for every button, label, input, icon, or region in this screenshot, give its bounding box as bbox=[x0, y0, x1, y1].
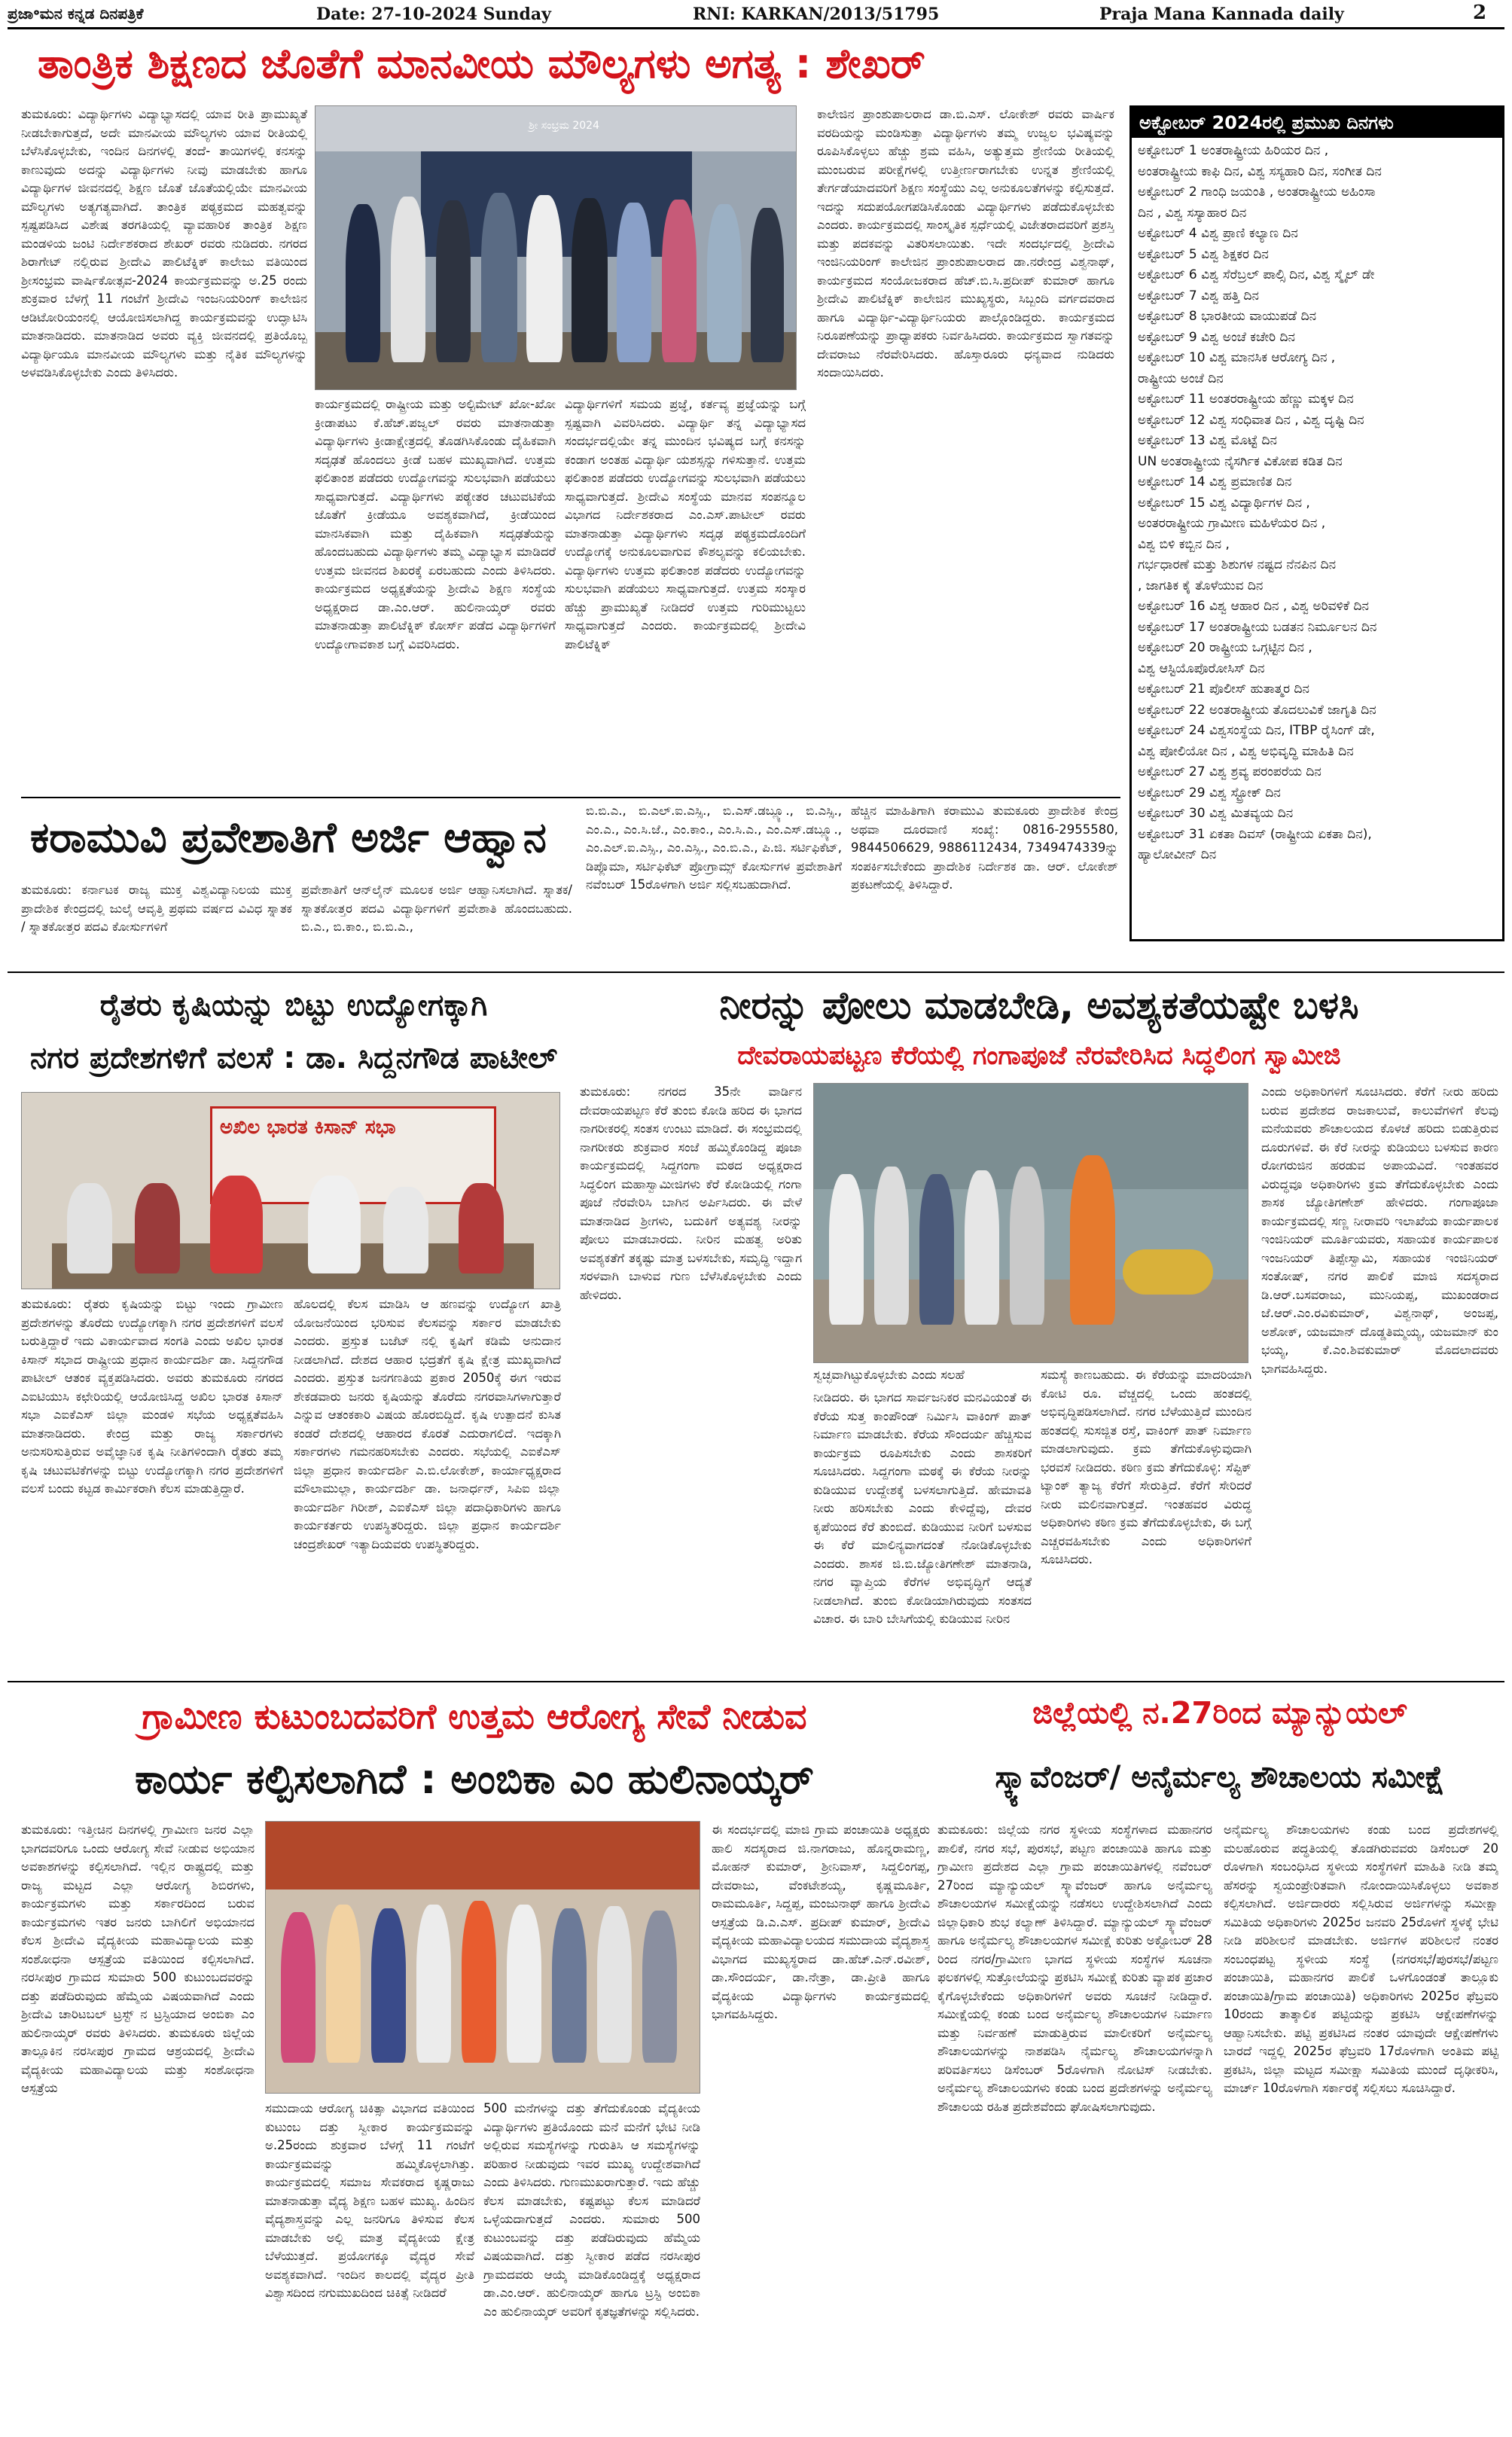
important-day-item: ಅಕ್ಟೋಬರ್ 24 ವಿಶ್ವಸಂಸ್ಥೆಯ ದಿನ, ITBP ರೈಸಿಂಗ್ ಡೇ, bbox=[1138, 723, 1375, 738]
person-figure bbox=[135, 1183, 180, 1273]
header-rule bbox=[8, 27, 1504, 29]
person-figure bbox=[642, 1911, 677, 2063]
important-day-item: ಅಕ್ಟೋಬರ್ 15 ವಿಶ್ವ ವಿದ್ಯಾರ್ಥಿಗಳ ದಿನ , bbox=[1138, 495, 1310, 511]
important-day-item: ವಿಶ್ವ ಬಿಳಿ ಕಬ್ಬಿನ ದಿನ , bbox=[1138, 536, 1230, 552]
important-day-item: ಅಕ್ಟೋಬರ್ 13 ವಿಶ್ವ ಮೊಟ್ಟೆ ದಿನ bbox=[1138, 433, 1277, 448]
important-day-item: ಅಕ್ಟೋಬರ್ 20 ರಾಷ್ಟ್ರೀಯ ಒಗ್ಗಟ್ಟಿನ ದಿನ , bbox=[1138, 640, 1312, 655]
story1-col2: ಕಾರ್ಯಕ್ರಮದಲ್ಲಿ ರಾಷ್ಟ್ರೀಯ ಮತ್ತು ಅಲ್ಟಿಮೇಟ್ ಖೋ-ಖೋ ಕ್ರೀಡಾಪಟು ಕೆ.ಹೆಚ್.ಪಜ್ವಲ್ ರವರು ಮಾತನಾಡುತ್ತಾ ವಿದ್ಯಾರ್ಥಿಗಳು ಕ್ರೀಡಾಕ್ಷೇತ್ರದಲ್ಲಿ ತೊಡಗಿಸಿಕೊಂಡು ದೈಹಿಕವಾಗಿ ಸದೃಢತೆ ಹೊಂದಲು ಕ್ರೀಡೆ ಬಹಳ ಮುಖ್ಯವಾಗಿದೆ. ಉತ್ತಮ ಫಲಿತಾಂಶ ಪಡೆದರು ಉದ್ಯೋಗವನ್ನು ಸುಲಭವಾಗಿ ಪಡೆಯಲು ಸಾಧ್ಯವಾಗುತ್ತದೆ. ವಿದ್ಯಾರ್ಥಿಗಳು ಪಠ್ಯೇತರ ಚಟುವಟಿಕೆಯ ಜೊತೆಗೆ ಕ್ರೀಡೆಯೂ ಅವಶ್ಯಕವಾಗಿದೆ, ಕ್ರೀಡೆಯಿಂದ ಮಾನಸಿಕವಾಗಿ ಮತ್ತು ದೈಹಿಕವಾಗಿ ಸದೃಢತೆಯನ್ನು ಹೊಂದಬಹುದು ವಿದ್ಯಾರ್ಥಿಗಳು ತಮ್ಮ ವಿದ್ಯಾಭ್ಯಾಸ ಮಾಡಿದರೆ ಉತ್ತಮ ಜೀವನದ ಶಿಖರಕ್ಕೆ ಏರಬಹುದು ಎಂದು ತಿಳಿಸಿದರು. ಕಾರ್ಯಕ್ರಮದ ಅಧ್ಯಕ್ಷತೆಯನ್ನು ಶ್ರೀದೇವಿ ಶಿಕ್ಷಣ ಸಂಸ್ಥೆಯ ಅಧ್ಯಕ್ಷರಾದ ಡಾ.ಎಂ.ಆರ್. ಹುಲಿನಾಯ್ಕರ್ ರವರು ಮಾತನಾಡುತ್ತಾ ಪಾಲಿಟೆಕ್ನಿಕ್ ಕೋರ್ಸ್ ಪಡೆದ ವಿದ್ಯಾರ್ಥಿಗಳಿಗೆ ಉದ್ಯೋಗಾವಕಾಶ ಬಗ್ಗೆ ವಿವರಿಸಿದರು. bbox=[315, 397, 556, 651]
important-day-item: ಅಕ್ಟೋಬರ್ 7 ವಿಶ್ವ ಹತ್ತಿ ದಿನ bbox=[1138, 288, 1259, 303]
important-day-item: ಅಕ್ಟೋಬರ್ 2 ಗಾಂಧಿ ಜಯಂತಿ , ಅಂತರಾಷ್ಟ್ರೀಯ ಅಹಿಂಸಾ bbox=[1138, 185, 1376, 200]
story5-headline-line2: ಕಾರ್ಯ ಕಲ್ಪಿಸಲಾಗಿದೆ : ಅಂಬಿಕಾ ಎಂ ಹುಲಿನಾಯ್ಕರ್ bbox=[135, 1755, 814, 1803]
story1-col4: ಕಾಲೇಜಿನ ಪ್ರಾಂಶುಪಾಲರಾದ ಡಾ.ಬಿ.ಎಸ್. ಲೋಕೇಶ್ ರವರು ವಾರ್ಷಿಕ ವರದಿಯನ್ನು ಮಂಡಿಸುತ್ತಾ ವಿದ್ಯಾರ್ಥಿಗಳು ತಮ್ಮ ಉಜ್ವಲ ಭವಿಷ್ಯವನ್ನು ರೂಪಿಸಿಕೊಳ್ಳಲು ಹೆಚ್ಚು ಶ್ರಮ ವಹಿಸಿ, ಅತ್ಯುತ್ತಮ ಶ್ರೇಣಿಯ ರೀತಿಯಲ್ಲಿ ಮುಂಬರುವ ಪರೀಕ್ಷೆಗಳಲ್ಲಿ ಉತ್ತೀರ್ಣರಾಗಬೇಕು ಉನ್ನತ ಶ್ರೇಣಿಯಲ್ಲಿ ತೇರ್ಗಡೆಯಾದವರಿಗೆ ಶಿಕ್ಷಣ ಸಂಸ್ಥೆಯು ಎಲ್ಲ ಅನುಕೂಲತೆಗಳನ್ನು ಕಲ್ಪಿಸುತ್ತದೆ. ಇದನ್ನು ಸದುಪಯೋಗಪಡಿಸಿಕೊಂಡು ವಿದ್ಯಾರ್ಥಿಗಳು ಪಡೆದುಕೊಳ್ಳಬೇಕು ಎಂದರು. ಕಾರ್ಯಕ್ರಮದಲ್ಲಿ ಸಾಂಸ್ಕೃತಿಕ ಸ್ಪರ್ಧೆಯಲ್ಲಿ ವಿಜೇತರಾದವರಿಗೆ ಪ್ರಶಸ್ತಿ ಮತ್ತು ಪದಕವನ್ನು ವಿತರಿಸಲಾಯಿತು. ಇದೇ ಸಂದರ್ಭದಲ್ಲಿ ಶ್ರೀದೇವಿ ಇಂಜಿನಿಯರಿಂಗ್ ಕಾಲೇಜಿನ ಪ್ರಾಂಶುಪಾಲರಾದ ಡಾ.ನರೇಂದ್ರ ವಿಶ್ವನಾಥ್, ಕಾರ್ಯಕ್ರಮದ ಸಂಯೋಜಕರಾದ ಹೆಚ್.ಬಿ.ಸಿ.ಪ್ರದೀಪ್ ಕುಮಾರ್ ಹಾಗೂ ಶ್ರೀದೇವಿ ಪಾಲಿಟೆಕ್ನಿಕ್ ಕಾಲೇಜಿನ ಮುಖ್ಯಸ್ಥರು, ಸಿಬ್ಬಂದಿ ವರ್ಗದವರಾದ ಹಾಗೂ ವಿದ್ಯಾರ್ಥಿ-ವಿದ್ಯಾರ್ಥಿನಿಯರು ಪಾಲ್ಗೊಂಡಿದ್ದರು. ಕಾರ್ಯಕ್ರಮದ ನಿರೂಪಣೆಯನ್ನು ಪ್ರಾಧ್ಯಾಪಕರು ನಿರ್ವಹಿಸಿದರು. ಕಾರ್ಯಕ್ರಮದ ಸ್ವಾಗತವನ್ನು ದೇವರಾಜು ನೆರವೇರಿಸಿದರು. ಹೊಸ್ತಾರೂರು ಧನ್ಯವಾದ ನುಡಿದರು ಸಂದಾಯಿಸಿದರು. bbox=[817, 107, 1114, 380]
story1-headline: ತಾಂತ್ರಿಕ ಶಿಕ್ಷಣದ ಜೊತೆಗೆ ಮಾನವೀಯ ಮೌಲ್ಯಗಳು ಅಗತ್ಯ : ಶೇಖರ್ bbox=[38, 40, 925, 87]
story4-col3: ಸಮಸ್ಯೆ ಕಾಣಬಹುದು. ಈ ಕೆರೆಯನ್ನು ಮಾದರಿಯಾಗಿ ಕೋಟಿ ರೂ. ವೆಚ್ಚದಲ್ಲಿ ಒಂದು ಹಂತದಲ್ಲಿ ಅಭಿವೃದ್ಧಿಪಡಿಸಲಾಗಿದೆ. ನಗರ ಬೆಳೆಯುತ್ತಿದೆ ಮುಂದಿನ ಹಂತದಲ್ಲಿ ಸುಸಜ್ಜಿತ ರಸ್ತೆ, ವಾಕಿಂಗ್ ಪಾತ್ ನಿರ್ಮಾಣ ಮಾಡಲಾಗುವುದು. ಕ್ರಮ ತೆಗೆದುಕೊಳ್ಳುವುದಾಗಿ ಭರವಸೆ ನೀಡಿದರು. ಕಠಿಣ ಕ್ರಮ ತೆಗೆದುಕೊಳ್ಳಿ: ಸೆಪ್ಟಿಕ್ ಟ್ಯಾಂಕ್ ತ್ಯಾಜ್ಯ ಕೆರೆಗೆ ಸೇರುತ್ತಿದೆ. ಕೆರೆಗೆ ಸೇರಿದರೆ ನೀರು ಮಲಿನವಾಗುತ್ತದೆ. ಇಂತಹವರ ವಿರುದ್ಧ ಅಧಿಕಾರಿಗಳು ಕಠಿಣ ಕ್ರಮ ತೆಗೆದುಕೊಳ್ಳಬೇಕು, ಈ ಬಗ್ಗೆ ಎಚ್ಚರವಹಿಸಬೇಕು ಎಂದು ಅಧಿಕಾರಿಗಳಿಗೆ ಸೂಚಿಸಿದರು. bbox=[1041, 1368, 1251, 1566]
person-figure bbox=[526, 195, 562, 362]
important-day-item: ಅಕ್ಟೋಬರ್ 11 ಅಂತರರಾಷ್ಟ್ರೀಯ ಹೆಣ್ಣು ಮಕ್ಕಳ ದಿನ bbox=[1138, 392, 1354, 407]
story4-photo bbox=[813, 1083, 1248, 1363]
story6-col2: ಅನೈರ್ಮಲ್ಯ ಶೌಚಾಲಯಗಳು ಕಂಡು ಬಂದ ಪ್ರದೇಶಗಳಲ್ಲಿ ಮಲಹೊರುವ ಪದ್ಧತಿಯಲ್ಲಿ ತೊಡಗಿರುವವರು ಡಿಸೆಂಬರ್ 20 ರೊಳಗಾಗಿ ಸಂಬಂಧಿಸಿದ ಸ್ಥಳೀಯ ಸಂಸ್ಥೆಗಳಿಗೆ ಮಾಹಿತಿ ನೀಡಿ ತಮ್ಮ ಹೆಸರನ್ನು ಸ್ವಯಂಪ್ರೇರಿತವಾಗಿ ನೋಂದಾಯಿಸಿಕೊಳ್ಳಲು ಅವಕಾಶ ಕಲ್ಪಿಸಲಾಗಿದೆ. ಅರ್ಜಿದಾರರು ಸಲ್ಲಿಸಿರುವ ಅರ್ಜಿಗಳನ್ನು ಸಮೀಕ್ಷಾ ಸಮಿತಿಯ ಅಧಿಕಾರಿಗಳು 2025ರ ಜನವರಿ 25ರೊಳಗೆ ಸ್ಥಳಕ್ಕೆ ಭೇಟಿ ನೀಡಿ ಪರಿಶೀಲನೆ ಮಾಡಬೇಕು. ಅರ್ಜಿಗಳ ಪರಿಶೀಲನೆ ನಂತರ ಸಂಬಂಧಪಟ್ಟ ಸ್ಥಳೀಯ ಸಂಸ್ಥೆ (ನಗರಸಭೆ/ಪುರಸಭೆ/ಪಟ್ಟಣ ಪಂಚಾಯಿತಿ, ಮಹಾನಗರ ಪಾಲಿಕೆ ಒಳಗೊಂಡಂತೆ ತಾಲ್ಲೂಕು ಪಂಚಾಯಿತಿ/ಗ್ರಾಮ ಪಂಚಾಯಿತಿ) ಅಧಿಕಾರಿಗಳು 2025ರ ಫೆಬ್ರವರಿ 10ರಂದು ತಾತ್ಕಾಲಿಕ ಪಟ್ಟಿಯನ್ನು ಪ್ರಕಟಿಸಿ ಆಕ್ಷೇಪಣೆಗಳನ್ನು ಆಹ್ವಾನಿಸಬೇಕು. ಪಟ್ಟಿ ಪ್ರಕಟಿಸಿದ ನಂತರ ಯಾವುದೇ ಆಕ್ಷೇಪಣೆಗಳು ಬಾರದೆ ಇದ್ದಲ್ಲಿ 2025ರ ಫೆಬ್ರವರಿ 17ರೊಳಗಾಗಿ ಅಂತಿಮ ಪಟ್ಟಿ ಪ್ರಕಟಿಸಿ, ಜಿಲ್ಲಾ ಮಟ್ಟದ ಸಮೀಕ್ಷಾ ಸಮಿತಿಯ ಮುಂದೆ ದೃಢೀಕರಿಸಿ, ಮಾರ್ಚ್ 10ರೊಳಗಾಗಿ ಸರ್ಕಾರಕ್ಕೆ ಸಲ್ಲಿಸಲು ಸೂಚಿಸಿದ್ದಾರೆ. bbox=[1224, 1822, 1498, 2095]
person-figure bbox=[874, 1167, 909, 1325]
person-figure bbox=[617, 203, 651, 362]
person-figure bbox=[459, 1183, 504, 1273]
story4-caption: ಸ್ವಚ್ಛವಾಗಿಟ್ಟುಕೊಳ್ಳಬೇಕು ಎಂದು ಸಲಹೆ bbox=[813, 1368, 965, 1382]
story3-photo bbox=[21, 1092, 560, 1289]
person-figure bbox=[919, 1174, 954, 1325]
swamiji-figure bbox=[1070, 1155, 1115, 1325]
important-day-item: ಅಕ್ಟೋಬರ್ 10 ವಿಶ್ವ ಮಾನಸಿಕ ಆರೋಗ್ಯ ದಿನ , bbox=[1138, 350, 1336, 365]
person-figure bbox=[1010, 1167, 1044, 1325]
masthead bbox=[8, 3, 233, 27]
story3-col2: ಹೊಲದಲ್ಲಿ ಕೆಲಸ ಮಾಡಿಸಿ ಆ ಹಣವನ್ನು ಉದ್ಯೋಗ ಖಾತ್ರಿ ಯೋಜನೆಯಿಂದ ಭರಿಸುವ ಕೆಲಸವನ್ನು ಸರ್ಕಾರ ಮಾಡಬೇಕು ಎಂದರು. ಪ್ರಸ್ತುತ ಬಜೆಟ್ ನಲ್ಲಿ ಕೃಷಿಗೆ ಕಡಿಮೆ ಅನುದಾನ ನೀಡಲಾಗಿದೆ. ದೇಶದ ಆಹಾರ ಭದ್ರತೆಗೆ ಕೃಷಿ ಕ್ಷೇತ್ರ ಮುಖ್ಯವಾಗಿದೆ ಎಂದರು. ಪ್ರಸ್ತುತ ಜನಗಣತಿಯ ಪ್ರಕಾರ 2050ಕ್ಕೆ ಈಗ ಇರುವ ಶೇಕಡವಾರು ಜನರು ಕೃಷಿಯನ್ನು ತೊರೆದು ನಗರವಾಸಿಗಳಾಗುತ್ತಾರೆ ಎನ್ನುವ ಆತಂಕಕಾರಿ ವಿಷಯ ಹೊರಬಿದ್ದಿದೆ. ಕೃಷಿ ಉತ್ಪಾದನೆ ಕುಸಿತ ಕಂಡರೆ ದೇಶದಲ್ಲಿ ಆಹಾರದ ಕೊರತೆ ಎದುರಾಗಲಿದೆ. ಇದಕ್ಕಾಗಿ ಸರ್ಕಾರಗಳು ಗಮನಹರಿಸಬೇಕು ಎಂದರು. ಸಭೆಯಲ್ಲಿ ಎಐಕೆಎಸ್ ಜಿಲ್ಲಾ ಪ್ರಧಾನ ಕಾರ್ಯದರ್ಶಿ ಎ.ಬಿ.ಲೋಕೇಶ್, ಕಾರ್ಯಾಧ್ಯಕ್ಷರಾದ ಮೌಲಾಮುಲ್ಲಾ, ಕಾರ್ಯದರ್ಶಿ ಡಾ. ಜನಾರ್ಧನ್, ಸಿಪಿಐ ಜಿಲ್ಲಾ ಕಾರ್ಯದರ್ಶಿ ಗಿರೀಶ್, ಎಐಕೆಎಸ್ ಜಿಲ್ಲಾ ಪದಾಧಿಕಾರಿಗಳು ಹಾಗೂ ಕಾರ್ಯಕರ್ತರು ಉಪಸ್ಥಿತರಿದ್ದರು. ಜಿಲ್ಲಾ ಪ್ರಧಾನ ಕಾರ್ಯದರ್ಶಿ ಚಂದ್ರಶೇಖರ್ ಇತ್ಯಾದಿಯವರು ಉಪಸ್ಥಿತರಿದ್ದರು. bbox=[294, 1297, 561, 1551]
story6-col1: ತುಮಕೂರು: ಜಿಲ್ಲೆಯ ನಗರ ಸ್ಥಳೀಯ ಸಂಸ್ಥೆಗಳಾದ ಮಹಾನಗರ ಪಾಲಿಕೆ, ನಗರ ಸಭೆ, ಪುರಸಭೆ, ಪಟ್ಟಣ ಪಂಚಾಯಿತಿ ಹಾಗೂ ಮತ್ತು ಗ್ರಾಮೀಣ ಪ್ರದೇಶದ ಎಲ್ಲಾ ಗ್ರಾಮ ಪಂಚಾಯಿತಿಗಳಲ್ಲಿ ನವೆಂಬರ್ 27ರಿಂದ ಮ್ಯಾನ್ಯುಯಲ್ ಸ್ಕ್ಯಾವೆಂಜರ್ ಹಾಗೂ ಅನೈರ್ಮಲ್ಯ ಶೌಚಾಲಯಗಳ ಸಮೀಕ್ಷೆಯನ್ನು ನಡೆಸಲು ಉದ್ದೇಶಿಸಲಾಗಿದೆ ಎಂದು ಜಿಲ್ಲಾಧಿಕಾರಿ ಶುಭ ಕಲ್ಯಾಣ್ ತಿಳಿಸಿದ್ದಾರೆ. ಮ್ಯಾನ್ಯುಯಲ್ ಸ್ಕ್ಯಾವೆಂಜರ್ ಹಾಗೂ ಅನೈರ್ಮಲ್ಯ ಶೌಚಾಲಯಗಳ ಸಮೀಕ್ಷೆ ಕುರಿತು ಅಕ್ಟೋಬರ್ 28 ರಿಂದ ನಗರ/ಗ್ರಾಮೀಣ ಭಾಗದ ಸ್ಥಳೀಯ ಸಂಸ್ಥೆಗಳ ಸೂಚನಾ ಫಲಕಗಳಲ್ಲಿ ಸುತ್ತೋಲೆಯನ್ನು ಪ್ರಕಟಿಸಿ ಸಮೀಕ್ಷೆ ಕುರಿತು ವ್ಯಾಪಕ ಪ್ರಚಾರ ಕೈಗೊಳ್ಳಬೇಕೆಂದು ಅಧಿಕಾರಿಗಳಿಗೆ ಅವರು ಸೂಚನೆ ನೀಡಿದ್ದಾರೆ. ಸಮೀಕ್ಷೆಯಲ್ಲಿ ಕಂಡು ಬಂದ ಅನೈರ್ಮಲ್ಯ ಶೌಚಾಲಯಗಳ ನಿರ್ಮಾಣ ಮತ್ತು ನಿರ್ವಹಣೆ ಮಾಡುತ್ತಿರುವ ಮಾಲೀಕರಿಗೆ ಅನೈರ್ಮಲ್ಯ ಶೌಚಾಲಯಗಳನ್ನು ನಾಶಪಡಿಸಿ ನೈರ್ಮಲ್ಯ ಶೌಚಾಲಯಗಳನ್ನಾಗಿ ಪರಿವರ್ತಿಸಲು ಡಿಸೆಂಬರ್ 5ರೊಳಗಾಗಿ ನೋಟಿಸ್ ನೀಡಬೇಕು. ಅನೈರ್ಮಲ್ಯ ಶೌಚಾಲಯಗಳು ಕಂಡು ಬಂದ ಪ್ರದೇಶಗಳನ್ನು ಅನೈರ್ಮಲ್ಯ ಶೌಚಾಲಯ ರಹಿತ ಪ್ರದೇಶವೆಂದು ಘೋಷಿಸಲಾಗುವುದು. bbox=[937, 1822, 1212, 2114]
person-figure bbox=[552, 1908, 587, 2063]
important-day-item: ಅಕ್ಟೋಬರ್ 16 ವಿಶ್ವ ಆಹಾರ ದಿನ , ವಿಶ್ವ ಅರಿವಳಿಕೆ ದಿನ bbox=[1138, 599, 1369, 614]
person-figure bbox=[507, 1905, 541, 2063]
person-figure bbox=[481, 193, 517, 362]
story2-col2: ಪ್ರವೇಶಾತಿಗೆ ಆನ್‌ಲೈನ್ ಮೂಲಕ ಅರ್ಜಿ ಆಹ್ವಾನಿಸಲಾಗಿದೆ. ಸ್ನಾತಕ/ಸ್ನಾತಕೋತ್ತರ ಪದವಿ ವಿದ್ಯಾರ್ಥಿಗಳಿಗೆ ಪ್ರವೇಶಾತಿ ಹೊಂದಬಹುದು. ಬಿ.ಎ., ಬಿ.ಕಾಂ., ಬಿ.ಬಿ.ಎ., bbox=[301, 883, 572, 934]
story2-col3: ಬಿ.ಬಿ.ಎ., ಬಿ.ಎಲ್.ಐ.ಎಸ್ಸಿ., ಬಿ.ಎಸ್.ಡಬ್ಲ್ಯೂ., ಬಿ.ಎಸ್ಸಿ., ಎಂ.ಎ., ಎಂ.ಸಿ.ಜೆ., ಎಂ.ಕಾಂ., ಎಂ.ಸಿ.ಎ., ಎಂ.ಎಸ್.ಡಬ್ಲ್ಯೂ., ಎಂ.ಎಲ್.ಐ.ಎಸ್ಸಿ., ಎಂ.ಎಸ್ಸಿ., ಎಂ.ಬಿ.ಎ., ಪಿ.ಜಿ. ಸರ್ಟಿಫಿಕೆಟ್, ಡಿಪ್ಲೊಮಾ, ಸರ್ಟಿಫಿಕೆಟ್ ಪ್ರೋಗ್ರಾಮ್ಸ್ ಕೋರ್ಸುಗಳ ಪ್ರವೇಶಾತಿಗೆ ನವೆಂಬರ್ 15ರೊಳಗಾಗಿ ಅರ್ಜಿ ಸಲ್ಲಿಸಬಹುದಾಗಿದೆ. bbox=[586, 804, 842, 892]
rni-number: RNI: KARKAN/2013/51795 bbox=[693, 5, 940, 24]
story1-col3: ವಿದ್ಯಾರ್ಥಿಗಳಿಗೆ ಸಮಯ ಪ್ರಜ್ಞೆ, ಕರ್ತವ್ಯ ಪ್ರಜ್ಞೆಯನ್ನು ಬಗ್ಗೆ ಸ್ಪಷ್ಟವಾಗಿ ವಿವರಿಸಿದರು. ವಿದ್ಯಾರ್ಥಿ ತನ್ನ ವಿದ್ಯಾಭ್ಯಾಸದ ಸಂದರ್ಭದಲ್ಲಿಯೇ ತನ್ನ ಮುಂದಿನ ಭವಿಷ್ಯದ ಬಗ್ಗೆ ಕನಸನ್ನು ಕಂಡಾಗ ಅಂತಹ ವಿದ್ಯಾರ್ಥಿ ಯಶಸ್ಸನ್ನು ಗಳಿಸುತ್ತಾನೆ. ಉತ್ತಮ ಫಲಿತಾಂಶ ಪಡೆದರು ಉದ್ಯೋಗವನ್ನು ಸುಲಭವಾಗಿ ಪಡೆಯಲು ಸಾಧ್ಯವಾಗುತ್ತದೆ. ಶ್ರೀದೇವಿ ಸಂಸ್ಥೆಯ ಮಾನವ ಸಂಪನ್ಮೂಲ ವಿಭಾಗದ ನಿರ್ದೇಶಕರಾದ ಎಂ.ಎಸ್.ಪಾಟೀಲ್ ರವರು ಮಾತನಾಡುತ್ತಾ ವಿದ್ಯಾರ್ಥಿಗಳು ಸದೃಢ ಪಠ್ಯಕ್ರಮದೊಂದಿಗೆ ಉದ್ಯೋಗಕ್ಕೆ ಅನುಕೂಲವಾಗುವ ಕೌಶಲ್ಯವನ್ನು ಕಲಿಯಬೇಕು. ವಿದ್ಯಾರ್ಥಿಗಳು ಉತ್ತಮ ಫಲಿತಾಂಶ ಪಡೆದರು ಉದ್ಯೋಗವನ್ನು ಸುಲಭವಾಗಿ ಪಡೆಯಲು ಸಾಧ್ಯವಾಗುತ್ತದೆ. ಉತ್ತಮ ಸಂಸ್ಕಾರ ಹೆಚ್ಚು ಪ್ರಾಮುಖ್ಯತೆ ನೀಡಿದರೆ ಉತ್ತಮ ಗುರಿಮುಟ್ಟಲು ಸಾಧ್ಯವಾಗುತ್ತದೆ ಎಂದರು. ಕಾರ್ಯಕ್ರಮದಲ್ಲಿ ಶ್ರೀದೇವಿ ಪಾಲಿಟೆಕ್ನಿಕ್ bbox=[565, 397, 806, 651]
person-figure bbox=[436, 200, 471, 362]
important-day-item: , ಜಾಗತಿಕ ಕೈ ತೊಳೆಯುವ ದಿನ bbox=[1138, 578, 1264, 593]
masthead-text: ಪ್ರಜಾ॰ಮನ ಕನ್ನಡ ದಿನಪತ್ರಿಕೆ bbox=[8, 5, 144, 23]
story2-headline: ಕರಾಮುವಿ ಪ್ರವೇಶಾತಿಗೆ ಅರ್ಜಿ ಆಹ್ವಾನ bbox=[30, 813, 547, 862]
story2-col4: ಹೆಚ್ಚಿನ ಮಾಹಿತಿಗಾಗಿ ಕರಾಮುವಿ ತುಮಕೂರು ಪ್ರಾದೇಶಿಕ ಕೇಂದ್ರ ಅಥವಾ ದೂರವಾಣಿ ಸಂಖ್ಯೆ: 0816-2955580, 9844506629, 9886112434, 7349474339ನ್ನು ಸಂಪರ್ಕಿಸಬೇಕೆಂದು ಪ್ರಾದೇಶಿಕ ನಿರ್ದೇಶಕ ಡಾ. ಆರ್. ಲೋಕೇಶ್ ಪ್ರಕಟಣೆಯಲ್ಲಿ ತಿಳಿಸಿದ್ದಾರೆ. bbox=[851, 804, 1118, 892]
important-day-item: ಗರ್ಭಧಾರಣೆ ಮತ್ತು ಶಿಶುಗಳ ನಷ್ಟದ ನೆನಪಿನ ದಿನ bbox=[1138, 557, 1337, 572]
important-day-item: UN ಅಂತರಾಷ್ಟ್ರೀಯ ನೈಸರ್ಗಿಕ ವಿಕೋಪ ಕಡಿತ ದಿನ bbox=[1138, 453, 1343, 469]
important-day-item: ವಿಶ್ವ ಆಸ್ಟಿಯೊಪೊರೋಸಿಸ್ ದಿನ bbox=[1138, 660, 1265, 676]
person-figure bbox=[67, 1183, 112, 1273]
important-day-item: ರಾಷ್ಟ್ರೀಯ ಅಂಚೆ ದಿನ bbox=[1138, 371, 1224, 386]
important-day-item: ಅಂತರರಾಷ್ಟ್ರೀಯ ಗ್ರಾಮೀಣ ಮಹಿಳೆಯರ ದಿನ , bbox=[1138, 516, 1326, 531]
important-days-title: ಅಕ್ಟೋಬರ್ 2024ರಲ್ಲಿ ಪ್ರಮುಖ ದಿನಗಳು bbox=[1132, 108, 1502, 138]
important-days-box bbox=[1129, 105, 1504, 941]
story5-col3b: 500 ಮನೆಗಳನ್ನು ದತ್ತು ತೆಗೆದುಕೊಂಡು ವೈದ್ಯಕೀಯ ವಿದ್ಯಾರ್ಥಿಗಳು ಪ್ರತಿಯೊಂದು ಮನೆ ಮನೆಗೆ ಭೇಟಿ ನೀಡಿ ಅಲ್ಲಿರುವ ಸಮಸ್ಯೆಗಳನ್ನು ಗುರುತಿಸಿ ಆ ಸಮಸ್ಯೆಗಳನ್ನು ಪರಿಹಾರ ನೀಡುವುದು ಇವರ ಮುಖ್ಯ ಉದ್ದೇಶವಾಗಿದೆ ಎಂದು ತಿಳಿಸಿದರು. ಗುಣಮುಖರಾಗುತ್ತಾರೆ. ಇದು ಹೆಚ್ಚು ಕೆಲಸ ಮಾಡಬೇಕು, ಕಷ್ಟಪಟ್ಟು ಕೆಲಸ ಮಾಡಿದರೆ ಒಳ್ಳೆಯದಾಗುತ್ತದೆ ಎಂದರು. ಸುಮಾರು 500 ಕುಟುಂಬವನ್ನು ದತ್ತು ಪಡೆದಿರುವುದು ಹೆಮ್ಮೆಯ ವಿಷಯವಾಗಿದೆ. ದತ್ತು ಸ್ವೀಕಾರ ಪಡೆದ ನರಸೀಪುರ ಗ್ರಾಮದವರು ಆಯ್ಕೆ ಮಾಡಿಕೊಂಡಿದ್ದಕ್ಕೆ ಅಧ್ಯಕ್ಷರಾದ ಡಾ.ಎಂ.ಆರ್. ಹುಲಿನಾಯ್ಕರ್ ಹಾಗೂ ಟ್ರಸ್ಟಿ ಅಂಬಿಕಾ ಎಂ ಹುಲಿನಾಯ್ಕರ್ ಅವರಿಗೆ ಕೃತಜ್ಞತೆಗಳನ್ನು ಸಲ್ಲಿಸಿದರು. bbox=[483, 2101, 700, 2319]
divider bbox=[21, 797, 1120, 798]
person-figure bbox=[326, 1905, 361, 2063]
person-figure bbox=[751, 208, 784, 362]
story4-col1: ತುಮಕೂರು: ನಗರದ 35ನೇ ವಾರ್ಡಿನ ದೇವರಾಯಪಟ್ಟಣ ಕೆರೆ ತುಂಬಿ ಕೋಡಿ ಹರಿದ ಈ ಭಾಗದ ನಾಗರೀಕರಲ್ಲಿ ಸಂತಸ ಉಂಟು ಮಾಡಿದೆ. ಈ ಸಂಭ್ರಮದಲ್ಲಿ ನಾಗರೀಕರು ಶುಕ್ರವಾರ ಸಂಜೆ ಹಮ್ಮಿಕೊಂಡಿದ್ದ ಪೂಜಾ ಕಾರ್ಯಕ್ರಮದಲ್ಲಿ ಸಿದ್ದಗಂಗಾ ಮಠದ ಅಧ್ಯಕ್ಷರಾದ ಸಿದ್ಧಲಿಂಗ ಮಹಾಸ್ವಾಮೀಜಿಗಳು ಕೆರೆ ಕೋಡಿಯಲ್ಲಿ ಗಂಗಾ ಪೂಜೆ ನೆರವೇರಿಸಿ ಬಾಗಿನ ಅರ್ಪಿಸಿದರು. ಈ ವೇಳೆ ಮಾತನಾಡಿದ ಶ್ರೀಗಳು, ಬದುಕಿಗೆ ಅತ್ಯವಶ್ಯ ನೀರನ್ನು ಪೋಲು ಮಾಡಬಾರದು. ನೀರಿನ ಮಹತ್ವ ಅರಿತು ಅವಶ್ಯಕತೆಗೆ ತಕ್ಕಷ್ಟು ಮಾತ್ರ ಬಳಸಬೇಕು, ಸಮೃದ್ಧಿ ಇದ್ದಾಗ ಸರಳವಾಗಿ ಬಾಳುವ ಗುಣ ಬೆಳೆಸಿಕೊಳ್ಳಬೇಕು ಎಂದು ಹೇಳಿದರು. bbox=[580, 1084, 802, 1302]
person-figure bbox=[346, 204, 380, 362]
important-day-item: ದಿನ , ವಿಶ್ವ ಸಸ್ಯಾಹಾರ ದಿನ bbox=[1138, 205, 1247, 221]
event-banner bbox=[266, 1822, 700, 1890]
important-day-item: ಅಕ್ಟೋಬರ್ 4 ವಿಶ್ವ ಪ್ರಾಣಿ ಕಲ್ಯಾಣ ದಿನ bbox=[1138, 226, 1298, 241]
story1-photo bbox=[315, 105, 797, 390]
photo-banner-text: ಶ್ರೀ ಸಂಭ್ರಮ 2024 bbox=[529, 120, 599, 132]
story3-headline-line1: ರೈತರು ಕೃಷಿಯನ್ನು ಬಿಟ್ಟು ಉದ್ಯೋಗಕ್ಕಾಗಿ bbox=[99, 988, 488, 1023]
important-day-item: ಅಂತರಾಷ್ಟ್ರೀಯ ಕಾಫಿ ದಿನ, ವಿಶ್ವ ಸಸ್ಯಹಾರಿ ದಿನ, ಸಂಗೀತ ದಿನ bbox=[1138, 163, 1382, 179]
story5-photo bbox=[265, 1821, 700, 2094]
story6-headline-line1: ಜಿಲ್ಲೆಯಲ್ಲಿ ನ.27ರಿಂದ ಮ್ಯಾನ್ಯುಯಲ್ bbox=[1032, 1696, 1407, 1731]
important-day-item: ವಿಶ್ವ ಪೋಲಿಯೋ ದಿನ , ವಿಶ್ವ ಅಭಿವೃದ್ಧಿ ಮಾಹಿತಿ ದಿನ bbox=[1138, 743, 1354, 759]
important-day-item: ಅಕ್ಟೋಬರ್ 22 ಅಂತರಾಷ್ಟ್ರೀಯ ತೊದಲುವಿಕೆ ಜಾಗೃತಿ ದಿನ bbox=[1138, 702, 1376, 718]
important-day-item: ಅಕ್ಟೋಬರ್ 14 ವಿಶ್ವ ಪ್ರಮಾಣಿತ ದಿನ bbox=[1138, 474, 1292, 490]
story5-col1: ತುಮಕೂರು: ಇತ್ತೀಚಿನ ದಿನಗಳಲ್ಲಿ ಗ್ರಾಮೀಣ ಜನರ ಎಲ್ಲಾ ಭಾಗದವರಿಗೂ ಒಂದು ಆರೋಗ್ಯ ಸೇವೆ ನೀಡುವ ಅಭಿಯಾನ ಅವಕಾಶಗಳನ್ನು ಕಲ್ಪಿಸಲಾಗಿದೆ. ಇಲ್ಲಿನ ರಾಷ್ಟ್ರದಲ್ಲಿ ಮತ್ತು ರಾಜ್ಯ ಮಟ್ಟದ ಎಲ್ಲಾ ಆರೋಗ್ಯ ಶಿಬಿರಗಳು, ಕಾರ್ಯಕ್ರಮಗಳು ಮತ್ತು ಸರ್ಕಾರದಿಂದ ಬರುವ ಕಾರ್ಯಕ್ರಮಗಳು ಇತರ ಜನರು ಬಾಗಿಲಿಗೆ ಅಭಿಯಾನದ ಕೆಲಸ ಶ್ರೀದೇವಿ ವೈದ್ಯಕೀಯ ಮಹಾವಿದ್ಯಾಲಯ ಮತ್ತು ಸಂಶೋಧನಾ ಆಸ್ಪತ್ರೆಯ ವತಿಯಿಂದ ಕಲ್ಪಿಸಲಾಗಿದೆ. ನರಸೀಪುರ ಗ್ರಾಮದ ಸುಮಾರು 500 ಕುಟುಂಬದವರನ್ನು ದತ್ತು ಪಡೆದಿರುವುದು ಹೆಮ್ಮೆಯ ವಿಷಯವಾಗಿದೆ ಎಂದು ಶ್ರೀದೇವಿ ಚಾರಿಟಬಲ್ ಟ್ರಸ್ಟ್ ನ ಟ್ರಸ್ಟಿಯಾದ ಅಂಬಿಕಾ ಎಂ ಹುಲಿನಾಯ್ಕರ್ ರವರು ತಿಳಿಸಿದರು. ತುಮಕೂರು ಜಿಲ್ಲೆಯ ತಾಲ್ಲೂಕಿನ ನರಸೀಪುರ ಗ್ರಾಮದ ಆಶ್ರಯದಲ್ಲಿ ಶ್ರೀದೇವಿ ವೈದ್ಯಕೀಯ ಮಹಾವಿದ್ಯಾಲಯ ಮತ್ತು ಸಂಶೋಧನಾ ಆಸ್ಪತ್ರೆಯ bbox=[21, 1822, 255, 2095]
story4-col4: ಎಂದು ಅಧಿಕಾರಿಗಳಿಗೆ ಸೂಚಿಸಿದರು. ಕೆರೆಗೆ ನೀರು ಹರಿದು ಬರುವ ಪ್ರದೇಶದ ರಾಜಕಾಲುವೆ, ಕಾಲುವೆಗಳಿಗೆ ಕೆಲವು ಮನೆಯವರು ಶೌಚಾಲಯದ ಕೊಳಚೆ ಹರಿದು ಬಿಡುತ್ತಿರುವ ದೂರುಗಳಿವೆ. ಈ ಕೆರೆ ನೀರನ್ನು ಕುಡಿಯಲು ಬಳಸುವ ಕಾರಣ ರೋಗರುಜಿನ ಹರಡುವ ಅಪಾಯವಿದೆ. ಇಂತಹವರ ವಿರುದ್ಧವೂ ಅಧಿಕಾರಿಗಳು ಕ್ರಮ ತೆಗೆದುಕೊಳ್ಳಬೇಕು ಎಂದು ಶಾಸಕ ಜ್ಯೋತಿಗಣೇಶ್ ಹೇಳಿದರು. ಗಂಗಾಪೂಜಾ ಕಾರ್ಯಕ್ರಮದಲ್ಲಿ ಸಣ್ಣ ನೀರಾವರಿ ಇಲಾಖೆಯ ಕಾರ್ಯಪಾಲಕ ಇಂಜಿನಿಯರ್ ಮೂರ್ತಿಯವರು, ಸಹಾಯಕ ಕಾರ್ಯಪಾಲಕ ಇಂಜನಿಯರ್ ತಿಪ್ಪೇಸ್ವಾಮಿ, ಸಹಾಯಕ ಇಂಜಿನಿಯರ್ ಸಂತೋಷ್, ನಗರ ಪಾಲಿಕೆ ಮಾಜಿ ಸದಸ್ಯರಾದ ಡಿ.ಆರ್.ಬಸವರಾಜು, ಮುನಿಯಪ್ಪ, ಮುಖಂಡರಾದ ಜೆ.ಆರ್.ಎಂ.ರವಿಕುಮಾರ್, ವಿಶ್ವನಾಥ್, ಅಂಜಪ್ಪ, ಅಶೋಕ್, ಯಜಮಾನ್ ದೊಡ್ಡತಿಮ್ಮಯ್ಯ, ಯಜಮಾನ್ ಕುಂ ಭಯ್ಯ, ಕೆ.ಎಂ.ಶಿವಕುಮಾರ್ ಮೊದಲಾದವರು ಭಾಗವಹಿಸಿದ್ದರು. bbox=[1261, 1084, 1498, 1376]
person-figure bbox=[391, 197, 425, 362]
important-day-item: ಅಕ್ಟೋಬರ್ 6 ವಿಶ್ವ ಸೆರೆಬ್ರಲ್ ಪಾಲ್ಸಿ ದಿನ, ವಿಶ್ವ ಸ್ಮೈಲ್ ಡೇ bbox=[1138, 267, 1375, 282]
important-day-item: ಅಕ್ಟೋಬರ್ 12 ವಿಶ್ವ ಸಂಧಿವಾತ ದಿನ , ವಿಶ್ವ ದೃಷ್ಟಿ ದಿನ bbox=[1138, 412, 1364, 428]
important-day-item: ಅಕ್ಟೋಬರ್ 8 ಭಾರತೀಯ ವಾಯುಪಡೆ ದಿನ bbox=[1138, 309, 1317, 324]
story4-headline: ನೀರನ್ನು ಪೋಲು ಮಾಡಬೇಡಿ, ಅವಶ್ಯಕತೆಯಷ್ಟೇ ಬಳಸಿ bbox=[719, 984, 1359, 1027]
person-figure bbox=[829, 1174, 864, 1325]
person-figure bbox=[210, 1176, 263, 1273]
important-day-item: ಅಕ್ಟೋಬರ್ 17 ಅಂತರಾಷ್ಟ್ರೀಯ ಬಡತನ ನಿರ್ಮೂಲನ ದಿನ bbox=[1138, 619, 1377, 635]
important-day-item: ಅಕ್ಟೋಬರ್ 29 ವಿಶ್ವ ಸ್ಟ್ರೋಕ್ ದಿನ bbox=[1138, 785, 1281, 801]
important-day-item: ಅಕ್ಟೋಬರ್ 5 ವಿಶ್ವ ಶಿಕ್ಷಕರ ದಿನ bbox=[1138, 246, 1269, 262]
offering-flowers bbox=[1123, 1249, 1213, 1295]
person-figure bbox=[462, 1901, 496, 2063]
story5-col2: ಸಮುದಾಯ ಆರೋಗ್ಯ ಚಿಕಿತ್ಸಾ ವಿಭಾಗದ ವತಿಯಿಂದ ಕುಟುಂಬ ದತ್ತು ಸ್ವೀಕಾರ ಕಾರ್ಯಕ್ರಮವನ್ನು ಅ.25ರಂದು ಶುಕ್ರವಾರ ಬೆಳಗ್ಗೆ 11 ಗಂಟೆಗೆ ಕಾರ್ಯಕ್ರಮವನ್ನು ಹಮ್ಮಿಕೊಳ್ಳಲಾಗಿತ್ತು. ಕಾರ್ಯಕ್ರಮದಲ್ಲಿ ಸಮಾಜ ಸೇವಕರಾದ ಕೃಷ್ಣರಾಜು ಮಾತನಾಡುತ್ತಾ ವೈದ್ಯ ಶಿಕ್ಷಣ ಬಹಳ ಮುಖ್ಯ. ಹಿಂದಿನ ವೈದ್ಯಶಾಸ್ತ್ರವನ್ನು ಎಲ್ಲ ಜನರಿಗೂ ತಿಳಿಸುವ ಕೆಲಸ ಮಾಡಬೇಕು ಅಲ್ಲಿ ಮಾತ್ರ ವೈದ್ಯಕೀಯ ಕ್ಷೇತ್ರ ಬೆಳೆಯುತ್ತದೆ. ಪ್ರಯೋಗಕ್ಕೂ ವೈದ್ಯರ ಸೇವೆ ಅವಶ್ಯಕವಾಗಿದೆ. ಇಂದಿನ ಕಾಲದಲ್ಲಿ ವೈದ್ಯರ ಪ್ರೀತಿ ವಿಶ್ವಾಸದಿಂದ ನಗುಮುಖದಿಂದ ಚಿಕಿತ್ಸೆ ನೀಡಿದರೆ bbox=[265, 2101, 474, 2300]
important-days-list bbox=[1132, 138, 1502, 869]
person-figure bbox=[572, 198, 608, 362]
person-figure bbox=[597, 1906, 632, 2063]
important-day-item: ಅಕ್ಟೋಬರ್ 1 ಅಂತರಾಷ್ಟ್ರೀಯ ಹಿರಿಯರ ದಿನ , bbox=[1138, 143, 1329, 158]
story3-headline-line2: ನಗರ ಪ್ರದೇಶಗಳಿಗೆ ವಲಸೆ : ಡಾ. ಸಿದ್ದನಗೌಡ ಪಾಟೀಲ್ bbox=[30, 1041, 557, 1075]
important-day-item: ಹ್ಯಾಲೋವೀನ್ ದಿನ bbox=[1138, 847, 1217, 862]
story4-subhead: ದೇವರಾಯಪಟ್ಟಣ ಕೆರೆಯಲ್ಲಿ ಗಂಗಾಪೂಜೆ ನೆರವೇರಿಸಿದ ಸಿದ್ಧಲಿಂಗ ಸ್ವಾಮೀಜಿ bbox=[737, 1041, 1341, 1071]
issue-date: Date: 27-10-2024 Sunday bbox=[316, 5, 551, 24]
person-figure bbox=[281, 1912, 316, 2063]
important-day-item: ಅಕ್ಟೋಬರ್ 21 ಪೊಲೀಸ್ ಹುತಾತ್ಮರ ದಿನ bbox=[1138, 682, 1309, 697]
person-figure bbox=[707, 204, 742, 362]
person-figure bbox=[308, 1176, 361, 1273]
story6-headline-line2: ಸ್ಕ್ಯಾವೆಂಜರ್/ ಅನೈರ್ಮಲ್ಯ ಶೌಚಾಲಯ ಸಮೀಕ್ಷೆ bbox=[995, 1760, 1445, 1795]
page-number: 2 bbox=[1472, 2, 1487, 24]
important-day-item: ಅಕ್ಟೋಬರ್ 30 ವಿಶ್ವ ಮಿತವ್ಯಯ ದಿನ bbox=[1138, 806, 1294, 821]
story1-col1: ತುಮಕೂರು: ವಿದ್ಯಾರ್ಥಿಗಳು ವಿದ್ಯಾಭ್ಯಾಸದಲ್ಲಿ ಯಾವ ರೀತಿ ಪ್ರಾಮುಖ್ಯತೆ ನೀಡಬೇಕಾಗುತ್ತದೆ, ಅದೇ ಮಾನವೀಯ ಮೌಲ್ಯಗಳು ಯಾವ ರೀತಿಯಲ್ಲಿ ಬೆಳೆಸಿಕೊಳ್ಳಬೇಕು, ಇಂದಿನ ದಿನಗಳಲ್ಲಿ ತಂದೆ- ತಾಯಿಗಳಲ್ಲಿ ಕನಸನ್ನು ಕಾಣುವುದು ಅದನ್ನು ವಿದ್ಯಾರ್ಥಿಗಳು ನೀವು ಮಾಡಬೇಕು ಹಾಗೂ ವಿದ್ಯಾರ್ಥಿಗಳ ಜೀವನದಲ್ಲಿ ಶಿಕ್ಷಣ ಜೊತೆ ಜೊತೆಯಲ್ಲಿಯೇ ಮಾನವೀಯ ಮೌಲ್ಯಗಳು ಅತ್ಯಗತ್ಯವಾಗಿದೆ. ತಾಂತ್ರಿಕ ಪಠ್ಯಕ್ರಮದ ಮಹತ್ವವನ್ನು ಸ್ಪಷ್ಟಪಡಿಸಿದ ವಿಶೇಷ ತರಗತಿಯಲ್ಲಿ ವ್ಯಾವಹಾರಿಕ ತಾಂತ್ರಿಕ ಶಿಕ್ಷಣ ಮಂಡಳಿಯ ಜಂಟಿ ನಿರ್ದೇಶಕರಾದ ಶೇಖರ್ ರವರು ನುಡಿದರು. ನಗರದ ಶಿರಾಗೇಟ್ ನಲ್ಲಿರುವ ಶ್ರೀದೇವಿ ಪಾಲಿಟೆಕ್ನಿಕ್ ಕಾಲೇಜು ವತಿಯಿಂದ ಶ್ರೀಸಂಭ್ರಮ ವಾರ್ಷಿಕೋತ್ಸವ-2024 ಕಾರ್ಯಕ್ರಮವನ್ನು ಅ.25 ರಂದು ಶುಕ್ರವಾರ ಬೆಳಗ್ಗೆ 11 ಗಂಟೆಗೆ ಶ್ರೀದೇವಿ ಇಂಜನಿಯರಿಂಗ್ ಕಾಲೇಜಿನ ಆಡಿಟೋರಿಯಂನಲ್ಲಿ ಆಯೋಜಿಸಲಾಗಿದ್ದ ಕಾರ್ಯಕ್ರಮವನ್ನು ಉದ್ಘಾಟಿಸಿ ಮಾತನಾಡಿದರು. ಮಾತನಾಡಿದ ಅವರು ವ್ಯಕ್ತಿ ಜೀವನದಲ್ಲಿ ಪ್ರತಿಯೊಬ್ಬ ವಿದ್ಯಾರ್ಥಿಯೂ ಮಾನವೀಯ ಮೌಲ್ಯಗಳು ಮತ್ತು ನೈತಿಕ ಮೌಲ್ಯಗಳನ್ನು ಅಳವಡಿಸಿಕೊಳ್ಳಬೇಕು ಎಂದು ತಿಳಿಸಿದರು. bbox=[21, 107, 307, 380]
person-figure bbox=[965, 1170, 999, 1325]
person-figure bbox=[383, 1187, 428, 1273]
person-figure bbox=[371, 1908, 406, 2063]
person-figure bbox=[662, 200, 697, 362]
important-day-item: ಅಕ್ಟೋಬರ್ 27 ವಿಶ್ವ ಶ್ರವ್ಯ ಪರಂಪರೆಯ ದಿನ bbox=[1138, 764, 1321, 779]
story5-headline-line1: ಗ್ರಾಮೀಣ ಕುಟುಂಬದವರಿಗೆ ಉತ್ತಮ ಆರೋಗ್ಯ ಸೇವೆ ನೀಡುವ bbox=[142, 1696, 807, 1737]
divider bbox=[8, 971, 1504, 973]
banner-text: ಅಖಿಲ ಭಾರತ ಕಿಸಾನ್ ಸಭಾ bbox=[220, 1116, 396, 1139]
divider bbox=[8, 1681, 1504, 1682]
story2-col1: ತುಮಕೂರು: ಕರ್ನಾಟಕ ರಾಜ್ಯ ಮುಕ್ತ ವಿಶ್ವವಿದ್ಯಾನಿಲಯ ಮುಕ್ತ ಪ್ರಾದೇಶಿಕ ಕೇಂದ್ರದಲ್ಲಿ ಜುಲೈ ಆವೃತ್ತಿ ಪ್ರಥಮ ವರ್ಷದ ವಿವಿಧ ಸ್ನಾತಕ / ಸ್ನಾತಕೋತ್ತರ ಪದವಿ ಕೋರ್ಸುಗಳಿಗೆ bbox=[21, 883, 292, 934]
paper-name: Praja Mana Kannada daily bbox=[1099, 5, 1344, 24]
important-day-item: ಅಕ್ಟೋಬರ್ 9 ವಿಶ್ವ ಅಂಚೆ ಕಚೇರಿ ದಿನ bbox=[1138, 329, 1295, 345]
important-day-item: ಅಕ್ಟೋಬರ್ 31 ಏಕತಾ ದಿವಸ್ (ರಾಷ್ಟ್ರೀಯ ಏಕತಾ ದಿನ), bbox=[1138, 826, 1372, 842]
story3-col1: ತುಮಕೂರು: ರೈತರು ಕೃಷಿಯನ್ನು ಬಿಟ್ಟು ಇಂದು ಗ್ರಾಮೀಣ ಪ್ರದೇಶಗಳನ್ನು ತೊರೆದು ಉದ್ಯೋಗಕ್ಕಾಗಿ ನಗರ ಪ್ರದೇಶಗಳಿಗೆ ವಲಸೆ ಬರುತ್ತಿದ್ದಾರೆ ಇದು ವಿಕಾರ್ಯವಾದ ಸಂಗತಿ ಎಂದು ಅಖಿಲ ಭಾರತ ಕಿಸಾನ್ ಸಭಾದ ರಾಷ್ಟ್ರೀಯ ಪ್ರಧಾನ ಕಾರ್ಯದರ್ಶಿ ಡಾ. ಸಿದ್ದನಗೌಡ ಪಾಟೀಲ್ ಆತಂಕ ವ್ಯಕ್ತಪಡಿಸಿದರು. ಅವರು ತುಮಕೂರು ನಗರದ ಎಐಟಿಯುಸಿ ಕಛೇರಿಯಲ್ಲಿ ಆಯೋಜಿಸಿದ್ದ ಅಖಿಲ ಭಾರತ ಕಿಸಾನ್ ಸಭಾ ಎಐಕೆಎಸ್ ಜಿಲ್ಲಾ ಮಂಡಳಿ ಸಭೆಯ ಅಧ್ಯಕ್ಷತೆವಹಿಸಿ ಮಾತನಾಡಿದರು. ಕೇಂದ್ರ ಮತ್ತು ರಾಜ್ಯ ಸರ್ಕಾರಗಳು ಅನುಸರಿಸುತ್ತಿರುವ ಅವೈಜ್ಞಾನಿಕ ಕೃಷಿ ನೀತಿಗಳಿಂದಾಗಿ ರೈತರು ತಮ್ಮ ಕೃಷಿ ಚಟುವಟಿಕೆಗಳನ್ನು ಬಿಟ್ಟು ಉದ್ಯೋಗಕ್ಕಾಗಿ ನಗರ ಪ್ರದೇಶಗಳಿಗೆ ವಲಸೆ ಬಂದು ಕಟ್ಟಡ ಕಾರ್ಮಿಕರಾಗಿ ಕೆಲಸ ಮಾಡುತ್ತಿದ್ದಾರೆ. bbox=[21, 1297, 283, 1496]
person-figure bbox=[416, 1905, 451, 2063]
story4-col2: ನೀಡಿದರು. ಈ ಭಾಗದ ಸಾರ್ವಜನಿಕರ ಮನವಿಯಂತೆ ಈ ಕೆರೆಯ ಸುತ್ತ ಕಾಂಪೌಂಡ್ ನಿರ್ಮಿಸಿ ವಾಕಿಂಗ್ ಪಾತ್ ನಿರ್ಮಾಣ ಮಾಡಬೇಕು. ಕೆರೆಯ ಸೌಂದರ್ಯ ಹೆಚ್ಚಿಸುವ ಕಾರ್ಯಕ್ರಮ ರೂಪಿಸಬೇಕು ಎಂದು ಶಾಸಕರಿಗೆ ಸೂಚಿಸಿದರು. ಸಿದ್ದಗಂಗಾ ಮಠಕ್ಕೆ ಈ ಕೆರೆಯ ನೀರನ್ನು ಕುಡಿಯುವ ಉದ್ದೇಶಕ್ಕೆ ಬಳಸಲಾಗುತ್ತಿದೆ. ಹೇಮಾವತಿ ನೀರು ಹರಿಸಬೇಕು ಎಂದು ಕೇಳಿದ್ದೆವು, ದೇವರ ಕೃಪೆಯಿಂದ ಕೆರೆ ತುಂಬಿದೆ. ಕುಡಿಯುವ ನೀರಿಗೆ ಬಳಸುವ ಈ ಕೆರೆ ಮಾಲಿನ್ಯವಾಗದಂತೆ ನೋಡಿಕೊಳ್ಳಬೇಕು ಎಂದರು. ಶಾಸಕ ಜಿ.ಬಿ.ಜ್ಯೋತಿಗಣೇಶ್ ಮಾತನಾಡಿ, ನಗರ ವ್ಯಾಪ್ತಿಯ ಕೆರೆಗಳ ಅಭಿವೃದ್ಧಿಗೆ ಆದ್ಯತೆ ನೀಡಲಾಗಿದೆ. ತುಂಬಿ ಕೋಡಿಯಾಗಿರುವುದು ಸಂತಸದ ವಿಚಾರ. ಈ ಬಾರಿ ಬೇಸಿಗೆಯಲ್ಲಿ ಕುಡಿಯುವ ನೀರಿನ bbox=[813, 1390, 1032, 1626]
story5-col4: ಈ ಸಂದರ್ಭದಲ್ಲಿ ಮಾಜಿ ಗ್ರಾಮ ಪಂಚಾಯಿತಿ ಅಧ್ಯಕ್ಷರು ಹಾಲಿ ಸದಸ್ಯರಾದ ಜಿ.ನಾಗರಾಜು, ಹೊನ್ನರಾಮಣ್ಣ, ಮೋಹನ್ ಕುಮಾರ್, ಶ್ರೀನಿವಾಸ್, ಸಿದ್ದಲಿಂಗಪ್ಪ, ದೇವರಾಜು, ವೆಂಕಟೇಶಯ್ಯ, ಕೃಷ್ಣಮೂರ್ತಿ, ರಾಮಮೂರ್ತಿ, ಸಿದ್ದಪ್ಪ, ಮಂಜುನಾಥ್ ಹಾಗೂ ಶ್ರೀದೇವಿ ಆಸ್ಪತ್ರೆಯ ಡಿ.ಎ.ಎಸ್. ಪ್ರದೀಪ್ ಕುಮಾರ್, ಶ್ರೀದೇವಿ ವೈದ್ಯಕೀಯ ಮಹಾವಿದ್ಯಾಲಯದ ಸಮುದಾಯ ವೈದ್ಯಶಾಸ್ತ್ರ ವಿಭಾಗದ ಮುಖ್ಯಸ್ಥರಾದ ಡಾ.ಹೆಚ್.ಎನ್.ರವೀಶ್, ಡಾ.ಸೌಂದರ್ಯ, ಡಾ.ನೇತ್ರಾ, ಡಾ.ಪ್ರೀತಿ ಹಾಗೂ ವೈದ್ಯಕೀಯ ವಿದ್ಯಾರ್ಥಿಗಳು ಕಾರ್ಯಕ್ರಮದಲ್ಲಿ ಭಾಗವಹಿಸಿದ್ದರು. bbox=[712, 1822, 930, 2021]
